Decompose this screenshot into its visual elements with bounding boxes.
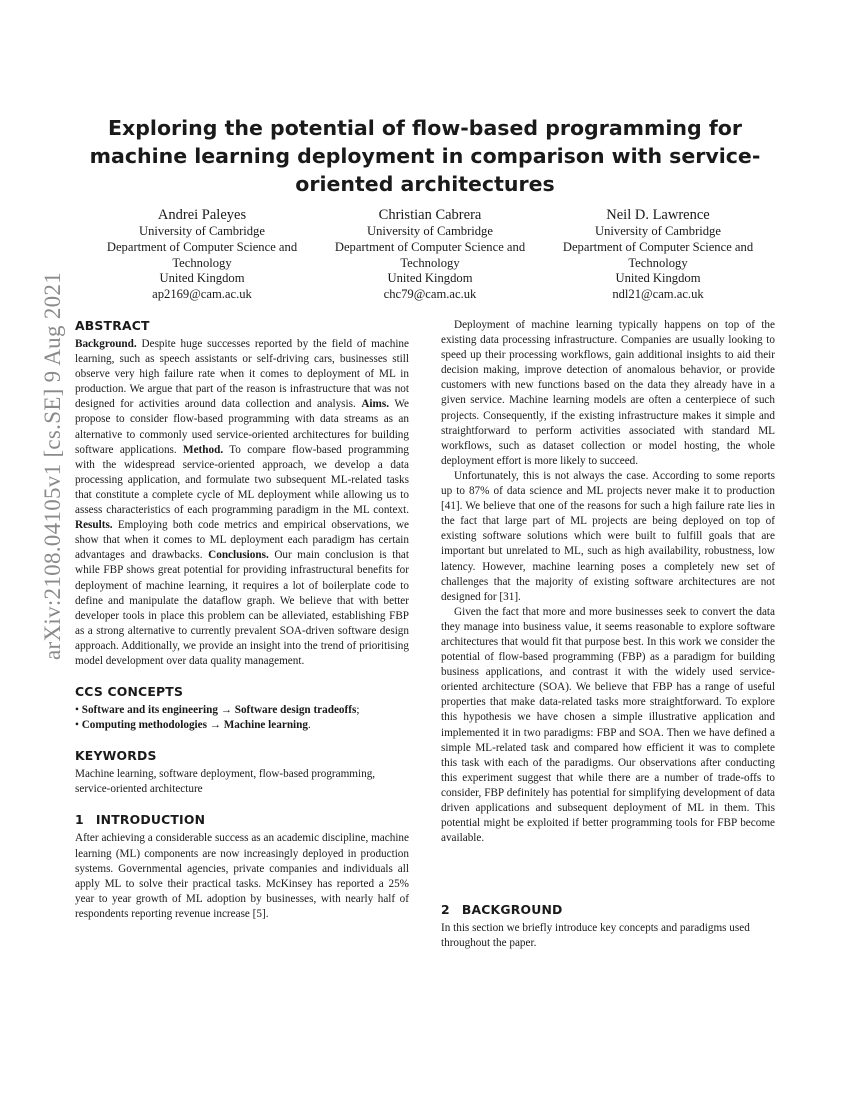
section-number: 1	[75, 812, 84, 828]
paragraph: After achieving a considerable success as an academic discipline, machine learning (ML) components are now increasingly deployed in production systems. Governmental agencies, private companies and individuals all apply ML to solve their practical tasks. McKinsey has reported a 25% year to year growth of ML adoption by businesses, with nearly half of respondents reporting revenue increase [5].	[75, 832, 409, 920]
author-name: Andrei Paleyes	[157, 207, 247, 223]
author-block	[316, 206, 544, 303]
author-country: United Kingdom	[159, 271, 245, 286]
author-country: United Kingdom	[615, 271, 701, 286]
paragraph: Given the fact that more and more businesses seek to convert the data they manage into business value, it seems reasonable to explore software architectures that would fit that purpose best. In this work we consider the potential of flow-based programming (FBP) as a paradigm for building business applications, and contrast it with the widely used service-oriented architecture (SOA). We believe that FBP has a range of useful properties that make data-related tasks more straightforward. To explore this hypothesis we have chosen a simple illustrative application and implemented it in two paradigms: FBP and SOA. Then we have defined a simple ML-related task and compared how efficient it was to complete this task with each of the paradigms. Our observations after conducting this experiment suggest that while there are a number of trade-offs to consider, FBP definitely has potential for simplifying development of data driven applications and subsequent deployment of ML in them. This potential might be exploited if better programming tools for FBP become available.	[441, 605, 775, 845]
author-list	[88, 206, 772, 303]
abstract-section	[75, 318, 409, 669]
author-country: United Kingdom	[387, 271, 473, 286]
introduction-section	[75, 812, 409, 922]
bullet: •	[75, 704, 82, 717]
author-block	[544, 206, 772, 303]
left-column	[75, 318, 409, 922]
list-item	[75, 703, 409, 718]
abstract-results-label: Results.	[75, 519, 113, 532]
author-name: Christian Cabrera	[378, 207, 482, 223]
abstract-results-text: Employing both code metrics and empirical observations, we show that when it comes to ML deployment each paradigm has certain advantages and drawbacks.	[75, 519, 409, 562]
keywords-heading: KEYWORDS	[75, 748, 157, 764]
abstract-text	[75, 337, 409, 669]
abstract-background-label: Background.	[75, 338, 137, 350]
abstract-conclusions-text: Our main conclusion is that while FBP shows great potential for providing infrastructural benefits for deployment of machine learning, it requires a lot of boilerplate code to define and manipulate the dataflow graph. We believe that with better developer tools in place this problem can be alleviated, establishing FBP as a strong alternative to currently prevalent SOA-driven software design approach. Additionally, we provide an insight into the trend of prioritising model development over data quality management.	[75, 549, 409, 667]
background-section	[441, 902, 775, 951]
keywords-section	[75, 748, 409, 797]
abstract-aims-label: Aims.	[361, 398, 390, 411]
author-name: Neil D. Lawrence	[606, 207, 710, 223]
ccs-concept: Computing methodologies → Machine learning	[81, 719, 308, 732]
abstract-aims-text: We propose to consider flow-based programming with data streams as an alternative to commonly used service-oriented architectures for building software applications.	[75, 398, 409, 456]
bullet: •	[75, 719, 82, 732]
paragraph: Deployment of machine learning typically happens on top of the existing data processing infrastructure. Companies are usually looking to speed up their processing workflows, gain additional insights to aid their decision making, improve detection of anomalous behavior, or provide customers with new functions based on the data they already have in a given service. Machine learning models are often a centerpiece of such projects. Consequently, if the existing infrastructure makes it simple and straightforward to perform activities associated with standard ML workflows, such as dataset collection or model hosting, the whole deployment effort is more likely to succeed.	[441, 319, 775, 467]
section-number: 2	[441, 902, 450, 918]
abstract-method-text: To compare flow-based programming with the widespread service-oriented approach, we develop a data processing application, and formulate two subsequent ML-related tasks that constitute a complete cycle of ML deployment while allowing us to assess characteristics of each programming paradigm in the ML context.	[75, 443, 409, 517]
author-email[interactable]: chc79@cam.ac.uk	[383, 287, 477, 302]
author-block	[88, 206, 316, 303]
author-department: Department of Computer Science and Technology	[106, 239, 298, 270]
introduction-heading	[75, 812, 409, 828]
keywords-text: Machine learning, software deployment, flow-based programming, service-oriented architecture	[75, 768, 376, 796]
ccs-heading: CCS CONCEPTS	[75, 684, 184, 700]
paper-title: Exploring the potential of flow-based programming for machine learning deployment in comparison with service-oriented architectures	[89, 116, 761, 196]
author-university: University of Cambridge	[139, 224, 265, 238]
author-department: Department of Computer Science and Technology	[334, 239, 526, 270]
abstract-conclusions-label: Conclusions.	[208, 549, 269, 562]
punctuation: ;	[356, 704, 360, 717]
abstract-method-label: Method.	[183, 443, 224, 456]
paragraph: In this section we briefly introduce key concepts and paradigms used throughout the paper.	[441, 922, 750, 950]
author-university: University of Cambridge	[595, 224, 721, 238]
ccs-concepts-section	[75, 684, 409, 733]
author-email[interactable]: ap2169@cam.ac.uk	[152, 287, 252, 302]
section-title: BACKGROUND	[461, 902, 563, 918]
section-title: INTRODUCTION	[95, 812, 206, 828]
abstract-background-text: Despite huge successes reported by the field of machine learning, such as speech assistants or self-driving cars, businesses still observe very high failure rate when it comes to deployment of ML in production. We argue that part of the reason is infrastructure that was not designed for activities around data collection and analysis.	[75, 338, 409, 411]
right-column	[441, 318, 775, 951]
author-university: University of Cambridge	[367, 224, 493, 238]
punctuation: .	[307, 719, 311, 732]
arxiv-identifier: arXiv:2108.04105v1 [cs.SE] 9 Aug 2021	[40, 271, 65, 660]
author-email[interactable]: ndl21@cam.ac.uk	[612, 287, 704, 302]
ccs-list	[75, 703, 409, 733]
ccs-concept: Software and its engineering → Software design tradeoffs	[81, 704, 357, 717]
background-heading	[441, 902, 775, 918]
abstract-heading: ABSTRACT	[75, 318, 150, 333]
list-item	[75, 718, 409, 733]
paragraph: Unfortunately, this is not always the case. According to some reports up to 87% of data science and ML projects never make it to production [41]. We believe that one of the reasons for such a high failure rate lies in the fact that large part of ML projects are being deployed on top of existing software solutions which were built to fulfill goals that are important but unrelated to ML, such as high availability, robustness, low latency. However, machine learning poses a completely new set of challenges that the majority of existing software architectures are not designed for [31].	[441, 469, 775, 603]
author-department: Department of Computer Science and Technology	[562, 239, 754, 270]
